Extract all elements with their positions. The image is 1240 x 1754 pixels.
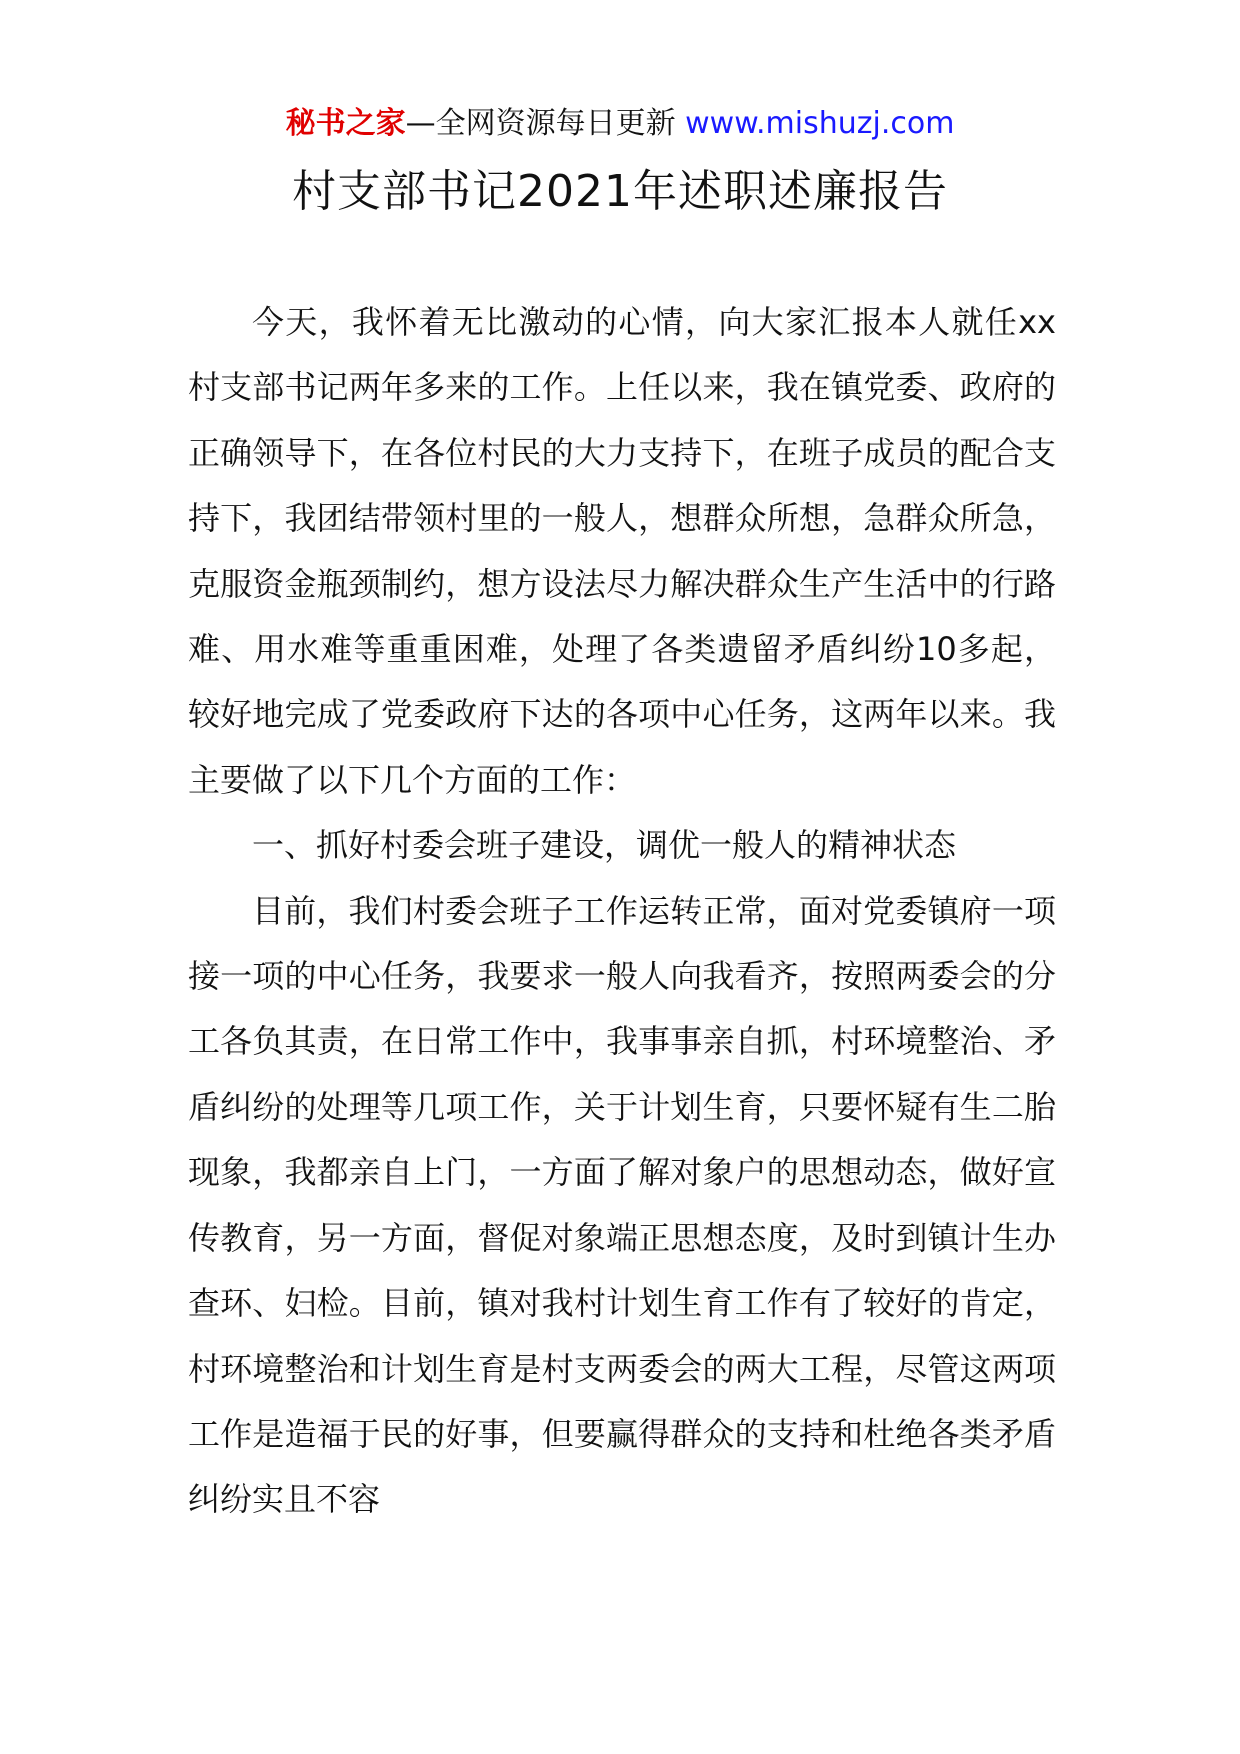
source-watermark bbox=[0, 100, 1240, 148]
watermark-brand: 秘书之家 bbox=[285, 106, 406, 141]
section-heading-1: 一、抓好村委会班子建设，调优一般人的精神状态 bbox=[252, 826, 957, 865]
document-body bbox=[188, 290, 1056, 1533]
paragraph-section-1: 目前，我们村委会班子工作运转正常，面对党委镇府一项接一项的中心任务，我要求一般人向我看齐，按照两委会的分工各负其责，在日常工作中，我事事亲自抓，村环境整治、矛盾纠纷的处理等几项工作，关于计划生育，只要怀疑有生二胎现象，我都亲自上门，一方面了解对象户的思想动态，做好宣传教育，另一方面，督促对象端正思想态度，及时到镇计生办查环、妇检。目前，镇对我村计划生育工作有了较好的肯定，村环境整治和计划生育是村支两委会的两大工程，尽管这两项工作是造福于民的好事，但要赢得群众的支持和杜绝各类矛盾纠纷实且不容 bbox=[188, 891, 1056, 1519]
paragraph-intro: 今天，我怀着无比激动的心情，向大家汇报本人就任xx村支部书记两年多来的工作。上任以来，我在镇党委、政府的正确领导下，在各位村民的大力支持下，在班子成员的配合支持下，我团结带领村里的一般人，想群众所想，急群众所急，克服资金瓶颈制约，想方设法尽力解决群众生产生活中的行路难、用水难等重重困难，处理了各类遗留矛盾纠纷10多起，较好地完成了党委政府下达的各项中心任务，这两年以来。我主要做了以下几个方面的工作： bbox=[188, 303, 1056, 799]
document-title: 村支部书记2021年述职述廉报告 bbox=[292, 166, 948, 217]
watermark-url[interactable]: www.mishuzj.com bbox=[685, 106, 955, 141]
watermark-slogan: —全网资源每日更新 bbox=[405, 106, 676, 141]
